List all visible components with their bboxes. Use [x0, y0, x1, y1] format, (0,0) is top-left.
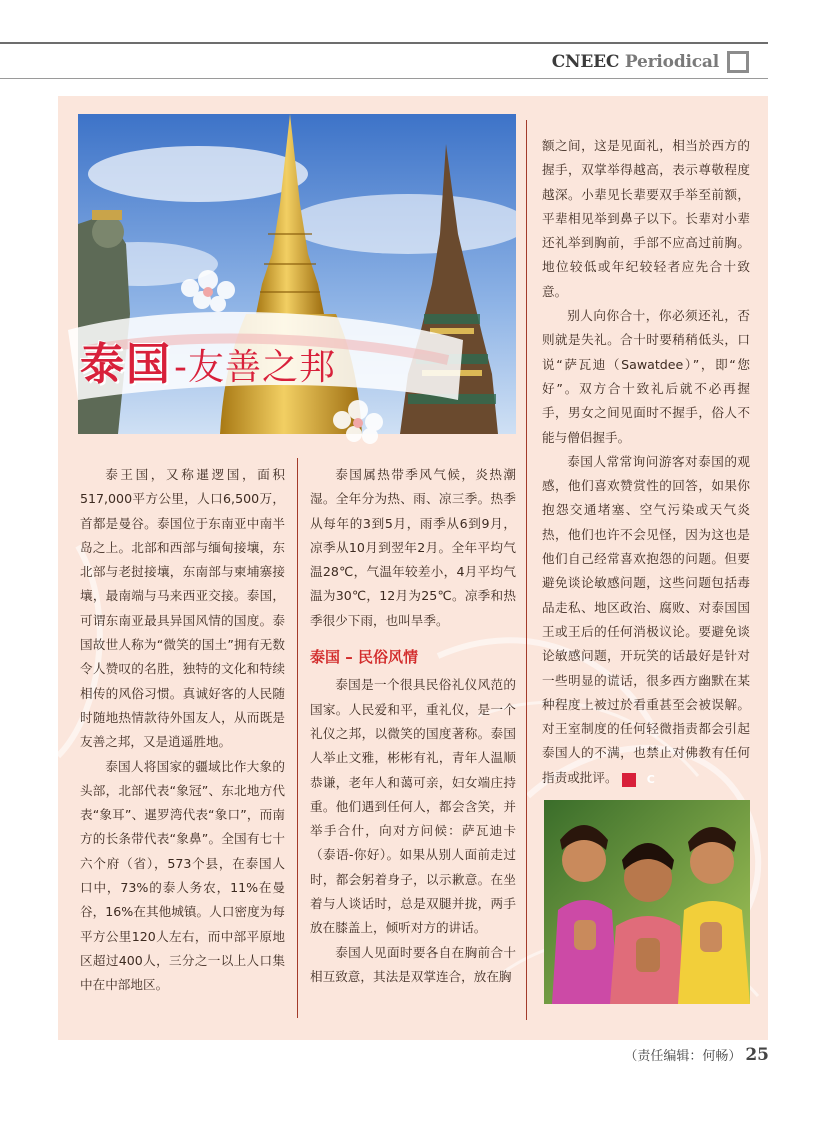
header-rule-bottom — [0, 78, 768, 79]
paragraph: 别人向你合十，你必须还礼，否则就是失礼。合十时要稍稍低头，口说“萨瓦迪（Sawatdee）”，即“您好”。双方合十致礼后就不必再握手，男女之间见面时不握手，俗人不能与僧侣握手。 — [542, 308, 750, 445]
page-number: 25 — [745, 1045, 769, 1065]
column-divider-2 — [526, 120, 527, 1020]
header-square-icon — [727, 51, 749, 73]
article-title — [80, 328, 336, 392]
periodical-name: CNEEC Periodical — [551, 52, 719, 72]
section-heading: 泰国 – 民俗风情 — [310, 648, 418, 667]
text-column-2 — [310, 463, 516, 989]
column-divider-1 — [297, 458, 298, 1018]
paragraph: 泰国人将国家的疆域比作大象的头部，北部代表“象冠”、东北地方代表“象耳”、暹罗湾代表“象口”，而南方的长条带代表“象鼻”。全国有七十六个府（省），573个县，在泰国人口中，73%的泰人务农，11%在曼谷，16%在其他城镇。人口密度为每平方公里120人左右，而中部平原地区超过400人，三分之一以上人口集中在中部地区。 — [80, 758, 285, 993]
title-sub: -友善之邦 — [174, 347, 336, 388]
periodical-header — [552, 48, 749, 76]
text-column-3 — [542, 134, 750, 790]
paragraph: 泰王国，又称暹逻国，面积517,000平方公里，人口6,500万，首都是曼谷。泰国位于东南亚中南半岛之上。北部和西部与缅甸接壤，东北部与老挝接壤，东南部与柬埔寨接壤，最南端与马来西亚交接。泰国，可谓东南亚最具异国风情的国度。泰国故世人称为“微笑的国土”拥有无数令人赞叹的名胜，独特的文化和特续相传的风俗习惯。真诚好客的人民随时随地热情款待外国友人，从而既是友善之邦，又是逍遥胜地。 — [80, 467, 285, 750]
paragraph: 泰国属热带季风气候，炎热潮湿。全年分为热、雨、凉三季。热季从每年的3到5月，雨季从6到9月，凉季从10月到翌年2月。全年平均气温28℃，气温年较差小，4月平均气温为30℃，12月为25℃。凉季和热季很少下雨，也叫旱季。 — [310, 467, 516, 628]
title-main: 泰国 — [80, 339, 172, 390]
page-footer — [624, 1045, 769, 1065]
header-rule-top — [0, 42, 768, 44]
paragraph: 额之间，这是见面礼，相当於西方的握手，双掌举得越高，表示尊敬程度越深。小辈见长辈要双手举至前额，平辈相见举到鼻子以下。长辈对小辈还礼举到胸前，手部不应高过前胸。地位较低或年纪较轻者应先合十致意。 — [542, 138, 750, 299]
end-mark-icon: C — [622, 773, 636, 787]
thai-women-photo — [544, 800, 750, 1004]
responsible-editor: （责任编辑：何畅） — [624, 1049, 742, 1064]
paragraph: 泰国人见面时要各自在胸前合十相互致意，其法是双掌连合，放在胸 — [310, 944, 516, 984]
paragraph: 泰国人常常询问游客对泰国的观感，他们喜欢赞赏性的回答，如果你抱怨交通堵塞、空气污染或天气炎热，他们也许不会见怪，因为这也是他们自己经常喜欢抱怨的问题。但要避免谈论敏感问题，这些问题包括毒品走私、地区政治、腐败、对泰国国王或王后的任何消极议论。要避免谈论敏感问题，开玩笑的话最好是针对一些明显的谎话，很多西方幽默在某种程度上被过於看重甚至会被误解。对王室制度的任何轻微指责都会引起泰国人的不满，也禁止对佛教有任何指责或批评。 C — [542, 453, 750, 786]
text-column-1 — [80, 463, 285, 998]
paragraph: 泰国是一个很具民俗礼仪风范的国家。人民爱和平，重礼仪，是一个礼仪之邦，以微笑的国度著称。泰国人举止文雅，彬彬有礼，青年人温顺恭谦，老年人和蔼可亲，妇女端庄持重。他们遇到任何人，都会含笑，并举手合什，向对方问候：萨瓦迪卡（泰语-你好）。如果从别人面前走过时，都会躬着身子，以示歉意。在坐着与人谈话时，总是双腿并拢，两手放在膝盖上，倾听对方的讲话。 — [310, 677, 516, 936]
